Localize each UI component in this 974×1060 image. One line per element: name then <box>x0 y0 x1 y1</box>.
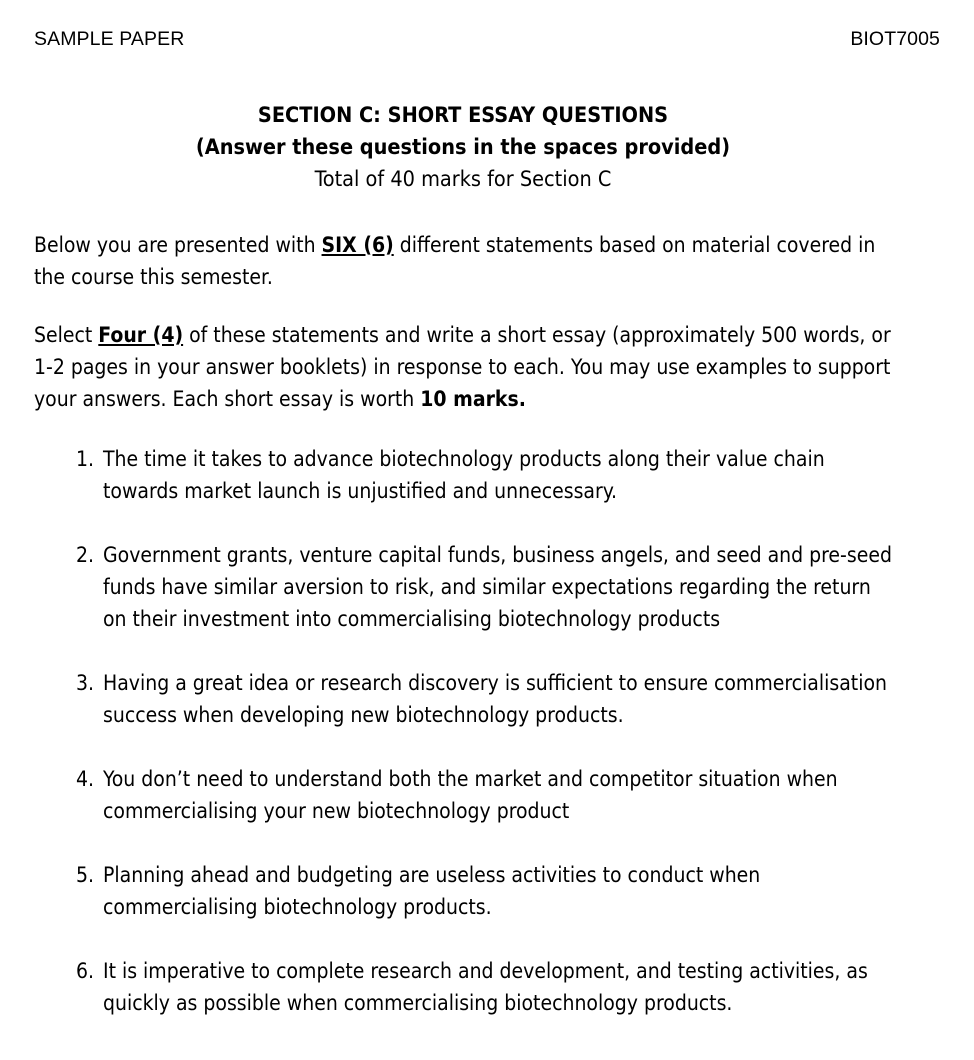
list-item-text: Government grants, venture capital funds, business angels, and seed and pre-seed funds have similar aversion to risk, and similar expectations regarding the return on their investment into commercialising biotechnology products <box>103 543 892 631</box>
list-item-text: Having a great idea or research discovery is sufficient to ensure commercialisation success when developing new biotechnology products. <box>103 671 887 727</box>
select-text-before: Select <box>34 323 99 347</box>
list-item <box>34 443 892 507</box>
header-course-code: BIOT7005 <box>850 28 940 50</box>
document-header <box>34 30 940 50</box>
list-item-number: 6. <box>75 959 94 983</box>
header-paper-label: SAMPLE PAPER <box>34 28 185 50</box>
list-item-text: The time it takes to advance biotechnology products along their value chain towards market launch is unjustified and unnecessary. <box>103 447 825 503</box>
document-body <box>34 100 892 1019</box>
intro-text-before: Below you are presented with <box>34 233 322 257</box>
list-item-text: You don’t need to understand both the market and competitor situation when commercialising your new biotechnology product <box>103 767 838 823</box>
select-emphasis-marks: 10 marks. <box>420 387 526 411</box>
intro-text-after: different statements based on material covered in the course this semester. <box>34 233 876 289</box>
list-item-number: 4. <box>75 767 94 791</box>
list-item <box>34 955 892 1019</box>
section-title-block <box>34 100 892 196</box>
section-instruction: (Answer these questions in the spaces provided) <box>195 135 731 160</box>
list-item-number: 2. <box>75 543 94 567</box>
list-item <box>34 539 892 635</box>
list-item-number: 1. <box>75 447 94 471</box>
select-emphasis-four: Four (4) <box>98 323 184 347</box>
select-paragraph <box>34 319 892 415</box>
list-item <box>34 763 892 827</box>
list-item-number: 3. <box>75 671 94 695</box>
statement-list <box>34 443 892 1019</box>
section-heading: SECTION C: SHORT ESSAY QUESTIONS <box>257 103 669 128</box>
list-item-number: 5. <box>75 863 94 887</box>
intro-emphasis-six: SIX (6) <box>321 233 394 257</box>
select-text-middle: of these statements and write a short essay (approximately 500 words, or 1-2 pages in your answer booklets) in response to each. You may use examples to support your answers. Each short essay is worth <box>34 323 891 411</box>
intro-paragraph <box>34 229 892 293</box>
list-item <box>34 667 892 731</box>
section-marks-total: Total of 40 marks for Section C <box>314 167 612 192</box>
list-item-text: Planning ahead and budgeting are useless activities to conduct when commercialising biotechnology products. <box>103 863 761 919</box>
list-item <box>34 859 892 923</box>
list-item-text: It is imperative to complete research and development, and testing activities, as quickly as possible when commercialising biotechnology products. <box>103 959 868 1015</box>
